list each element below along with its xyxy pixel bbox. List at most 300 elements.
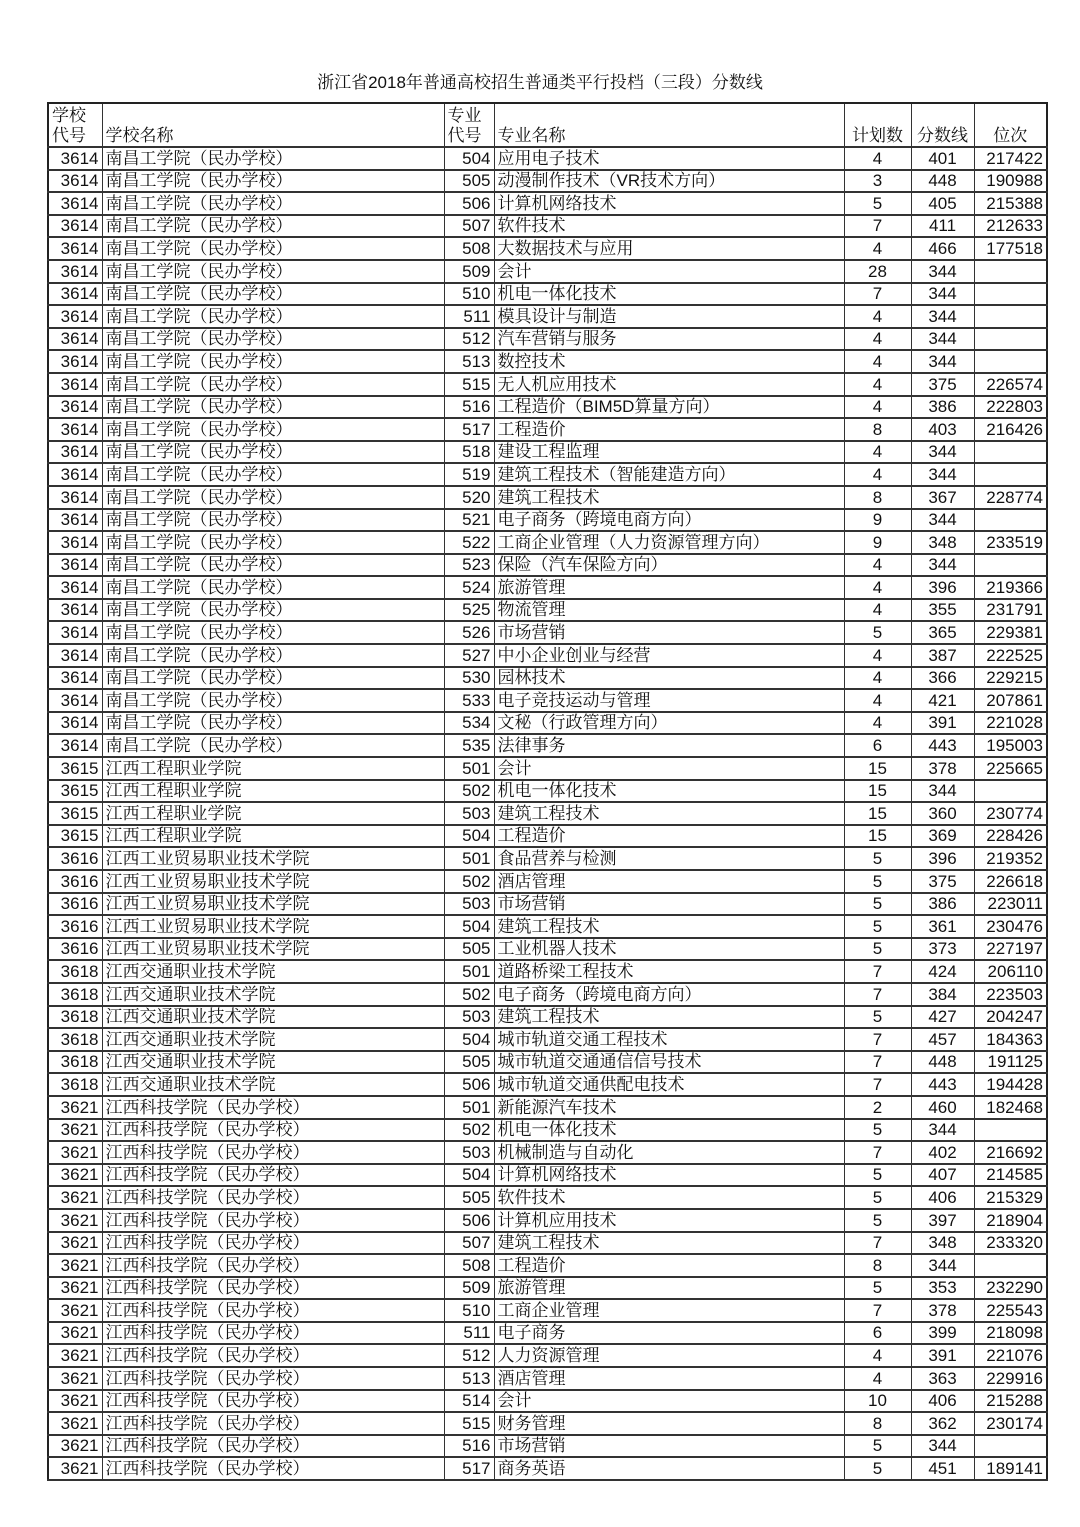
school-code-cell: 3621 xyxy=(48,1232,102,1255)
school-code-cell: 3621 xyxy=(48,1254,102,1277)
table-row xyxy=(48,825,1047,848)
school-code-cell: 3615 xyxy=(48,825,102,848)
school-name-cell: 南昌工学院（民办学校） xyxy=(102,283,444,306)
table-row xyxy=(48,237,1047,260)
major-name-cell: 建筑工程技术（智能建造方向） xyxy=(494,463,844,486)
rank-cell: 219352 xyxy=(974,847,1047,870)
table-row xyxy=(48,509,1047,532)
school-code-cell: 3614 xyxy=(48,441,102,464)
school-code-cell: 3616 xyxy=(48,938,102,961)
score-line-cell: 378 xyxy=(911,757,974,780)
plan-count-cell: 3 xyxy=(844,170,911,193)
school-name-cell: 江西工程职业学院 xyxy=(102,780,444,803)
header-school-name: 学校名称 xyxy=(102,103,444,147)
plan-count-cell: 5 xyxy=(844,915,911,938)
major-code-cell: 513 xyxy=(444,1367,494,1390)
rank-cell: 195003 xyxy=(974,734,1047,757)
rank-cell: 204247 xyxy=(974,1006,1047,1029)
table-row xyxy=(48,734,1047,757)
table-row xyxy=(48,1254,1047,1277)
plan-count-cell: 7 xyxy=(844,215,911,238)
table-row xyxy=(48,1209,1047,1232)
plan-count-cell: 4 xyxy=(844,305,911,328)
school-code-cell: 3614 xyxy=(48,599,102,622)
school-code-cell: 3621 xyxy=(48,1141,102,1164)
major-code-cell: 508 xyxy=(444,1254,494,1277)
rank-cell: 215288 xyxy=(974,1390,1047,1413)
major-code-cell: 527 xyxy=(444,644,494,667)
table-row xyxy=(48,260,1047,283)
rank-cell xyxy=(974,441,1047,464)
plan-count-cell: 8 xyxy=(844,486,911,509)
score-line-cell: 397 xyxy=(911,1209,974,1232)
plan-count-cell: 5 xyxy=(844,192,911,215)
header-major-code-line2: 代号 xyxy=(447,126,482,145)
score-line-cell: 378 xyxy=(911,1299,974,1322)
score-line-cell: 362 xyxy=(911,1412,974,1435)
school-name-cell: 江西交通职业技术学院 xyxy=(102,1073,444,1096)
table-row xyxy=(48,780,1047,803)
school-code-cell: 3616 xyxy=(48,915,102,938)
score-line-cell: 344 xyxy=(911,350,974,373)
plan-count-cell: 7 xyxy=(844,1073,911,1096)
major-name-cell: 软件技术 xyxy=(494,1186,844,1209)
plan-count-cell: 5 xyxy=(844,1457,911,1480)
school-code-cell: 3614 xyxy=(48,734,102,757)
score-line-cell: 366 xyxy=(911,667,974,690)
school-name-cell: 江西科技学院（民办学校） xyxy=(102,1232,444,1255)
major-code-cell: 524 xyxy=(444,576,494,599)
rank-cell: 225665 xyxy=(974,757,1047,780)
header-major-name: 专业名称 xyxy=(494,103,844,147)
rank-cell: 232290 xyxy=(974,1277,1047,1300)
major-code-cell: 509 xyxy=(444,1277,494,1300)
table-row xyxy=(48,1322,1047,1345)
score-line-cell: 344 xyxy=(911,463,974,486)
major-code-cell: 516 xyxy=(444,1435,494,1458)
plan-count-cell: 7 xyxy=(844,1232,911,1255)
major-code-cell: 517 xyxy=(444,418,494,441)
table-row xyxy=(48,283,1047,306)
plan-count-cell: 8 xyxy=(844,1254,911,1277)
school-name-cell: 南昌工学院（民办学校） xyxy=(102,554,444,577)
major-name-cell: 动漫制作技术（VR技术方向） xyxy=(494,170,844,193)
rank-cell: 194428 xyxy=(974,1073,1047,1096)
score-line-cell: 448 xyxy=(911,1051,974,1074)
plan-count-cell: 15 xyxy=(844,802,911,825)
score-line-cell: 402 xyxy=(911,1141,974,1164)
plan-count-cell: 2 xyxy=(844,1096,911,1119)
major-code-cell: 515 xyxy=(444,373,494,396)
rank-cell xyxy=(974,463,1047,486)
plan-count-cell: 4 xyxy=(844,689,911,712)
score-line-cell: 367 xyxy=(911,486,974,509)
school-name-cell: 南昌工学院（民办学校） xyxy=(102,418,444,441)
major-name-cell: 无人机应用技术 xyxy=(494,373,844,396)
school-code-cell: 3614 xyxy=(48,147,102,170)
table-row xyxy=(48,915,1047,938)
school-name-cell: 南昌工学院（民办学校） xyxy=(102,373,444,396)
table-row xyxy=(48,960,1047,983)
school-code-cell: 3621 xyxy=(48,1435,102,1458)
table-row xyxy=(48,621,1047,644)
header-rank: 位次 xyxy=(974,103,1047,147)
table-row xyxy=(48,441,1047,464)
table-row xyxy=(48,847,1047,870)
school-name-cell: 南昌工学院（民办学校） xyxy=(102,463,444,486)
score-line-cell: 407 xyxy=(911,1164,974,1187)
school-code-cell: 3614 xyxy=(48,237,102,260)
school-name-cell: 南昌工学院（民办学校） xyxy=(102,689,444,712)
school-name-cell: 南昌工学院（民办学校） xyxy=(102,531,444,554)
score-line-cell: 373 xyxy=(911,938,974,961)
table-row xyxy=(48,373,1047,396)
school-name-cell: 江西工业贸易职业技术学院 xyxy=(102,938,444,961)
plan-count-cell: 9 xyxy=(844,531,911,554)
table-row xyxy=(48,1299,1047,1322)
major-code-cell: 503 xyxy=(444,1006,494,1029)
score-line-cell: 403 xyxy=(911,418,974,441)
plan-count-cell: 5 xyxy=(844,870,911,893)
school-name-cell: 江西科技学院（民办学校） xyxy=(102,1344,444,1367)
table-row xyxy=(48,1006,1047,1029)
rank-cell: 216692 xyxy=(974,1141,1047,1164)
plan-count-cell: 4 xyxy=(844,328,911,351)
major-code-cell: 509 xyxy=(444,260,494,283)
major-name-cell: 食品营养与检测 xyxy=(494,847,844,870)
plan-count-cell: 6 xyxy=(844,734,911,757)
school-code-cell: 3621 xyxy=(48,1277,102,1300)
rank-cell: 231791 xyxy=(974,599,1047,622)
plan-count-cell: 10 xyxy=(844,1390,911,1413)
major-name-cell: 机电一体化技术 xyxy=(494,283,844,306)
school-code-cell: 3614 xyxy=(48,667,102,690)
school-code-cell: 3618 xyxy=(48,1006,102,1029)
major-name-cell: 会计 xyxy=(494,260,844,283)
major-name-cell: 城市轨道交通供配电技术 xyxy=(494,1073,844,1096)
major-name-cell: 城市轨道交通通信信号技术 xyxy=(494,1051,844,1074)
score-line-cell: 348 xyxy=(911,1232,974,1255)
school-code-cell: 3614 xyxy=(48,396,102,419)
plan-count-cell: 4 xyxy=(844,599,911,622)
major-code-cell: 502 xyxy=(444,780,494,803)
score-line-cell: 424 xyxy=(911,960,974,983)
major-name-cell: 新能源汽车技术 xyxy=(494,1096,844,1119)
school-name-cell: 江西交通职业技术学院 xyxy=(102,960,444,983)
major-code-cell: 501 xyxy=(444,847,494,870)
rank-cell xyxy=(974,1435,1047,1458)
school-name-cell: 江西科技学院（民办学校） xyxy=(102,1209,444,1232)
school-name-cell: 江西交通职业技术学院 xyxy=(102,1006,444,1029)
rank-cell: 217422 xyxy=(974,147,1047,170)
rank-cell: 189141 xyxy=(974,1457,1047,1480)
score-line-cell: 386 xyxy=(911,893,974,916)
school-name-cell: 江西科技学院（民办学校） xyxy=(102,1119,444,1142)
table-row xyxy=(48,983,1047,1006)
table-row xyxy=(48,463,1047,486)
school-code-cell: 3614 xyxy=(48,305,102,328)
table-row xyxy=(48,1412,1047,1435)
school-code-cell: 3614 xyxy=(48,418,102,441)
score-line-cell: 361 xyxy=(911,915,974,938)
plan-count-cell: 4 xyxy=(844,576,911,599)
major-name-cell: 工程造价 xyxy=(494,418,844,441)
score-line-cell: 406 xyxy=(911,1390,974,1413)
plan-count-cell: 8 xyxy=(844,1412,911,1435)
rank-cell: 233320 xyxy=(974,1232,1047,1255)
school-code-cell: 3621 xyxy=(48,1390,102,1413)
rank-cell: 216426 xyxy=(974,418,1047,441)
major-code-cell: 506 xyxy=(444,192,494,215)
rank-cell: 206110 xyxy=(974,960,1047,983)
school-code-cell: 3621 xyxy=(48,1412,102,1435)
plan-count-cell: 5 xyxy=(844,1209,911,1232)
score-line-cell: 353 xyxy=(911,1277,974,1300)
school-code-cell: 3614 xyxy=(48,350,102,373)
school-name-cell: 江西工业贸易职业技术学院 xyxy=(102,870,444,893)
table-row xyxy=(48,1073,1047,1096)
rank-cell: 230476 xyxy=(974,915,1047,938)
score-line-cell: 411 xyxy=(911,215,974,238)
major-code-cell: 515 xyxy=(444,1412,494,1435)
table-row xyxy=(48,1141,1047,1164)
major-code-cell: 507 xyxy=(444,1232,494,1255)
school-code-cell: 3618 xyxy=(48,983,102,1006)
major-code-cell: 511 xyxy=(444,1322,494,1345)
plan-count-cell: 4 xyxy=(844,644,911,667)
rank-cell: 226618 xyxy=(974,870,1047,893)
major-name-cell: 会计 xyxy=(494,757,844,780)
score-line-cell: 466 xyxy=(911,237,974,260)
plan-count-cell: 7 xyxy=(844,960,911,983)
plan-count-cell: 15 xyxy=(844,780,911,803)
major-code-cell: 504 xyxy=(444,825,494,848)
major-code-cell: 501 xyxy=(444,757,494,780)
score-line-cell: 406 xyxy=(911,1186,974,1209)
table-row xyxy=(48,1367,1047,1390)
school-name-cell: 江西工程职业学院 xyxy=(102,757,444,780)
plan-count-cell: 7 xyxy=(844,1141,911,1164)
rank-cell xyxy=(974,305,1047,328)
major-code-cell: 513 xyxy=(444,350,494,373)
score-line-cell: 405 xyxy=(911,192,974,215)
plan-count-cell: 6 xyxy=(844,1322,911,1345)
header-major-code xyxy=(444,103,494,147)
school-code-cell: 3621 xyxy=(48,1299,102,1322)
major-name-cell: 建筑工程技术 xyxy=(494,1006,844,1029)
major-code-cell: 507 xyxy=(444,215,494,238)
school-code-cell: 3615 xyxy=(48,757,102,780)
major-name-cell: 城市轨道交通工程技术 xyxy=(494,1028,844,1051)
major-code-cell: 517 xyxy=(444,1457,494,1480)
table-row xyxy=(48,1435,1047,1458)
school-name-cell: 南昌工学院（民办学校） xyxy=(102,486,444,509)
school-code-cell: 3618 xyxy=(48,1073,102,1096)
table-row xyxy=(48,1232,1047,1255)
major-name-cell: 会计 xyxy=(494,1390,844,1413)
school-name-cell: 南昌工学院（民办学校） xyxy=(102,667,444,690)
major-name-cell: 软件技术 xyxy=(494,215,844,238)
score-line-cell: 421 xyxy=(911,689,974,712)
school-name-cell: 南昌工学院（民办学校） xyxy=(102,712,444,735)
table-row xyxy=(48,1051,1047,1074)
table-row xyxy=(48,486,1047,509)
rank-cell xyxy=(974,260,1047,283)
major-code-cell: 506 xyxy=(444,1073,494,1096)
major-name-cell: 建设工程监理 xyxy=(494,441,844,464)
major-name-cell: 工程造价 xyxy=(494,1254,844,1277)
major-name-cell: 电子竞技运动与管理 xyxy=(494,689,844,712)
school-code-cell: 3614 xyxy=(48,509,102,532)
plan-count-cell: 4 xyxy=(844,350,911,373)
score-line-cell: 369 xyxy=(911,825,974,848)
plan-count-cell: 15 xyxy=(844,757,911,780)
rank-cell xyxy=(974,328,1047,351)
school-code-cell: 3614 xyxy=(48,463,102,486)
school-code-cell: 3621 xyxy=(48,1344,102,1367)
school-name-cell: 江西科技学院（民办学校） xyxy=(102,1164,444,1187)
major-code-cell: 505 xyxy=(444,1051,494,1074)
score-line-cell: 401 xyxy=(911,147,974,170)
major-code-cell: 503 xyxy=(444,893,494,916)
school-code-cell: 3616 xyxy=(48,847,102,870)
major-name-cell: 物流管理 xyxy=(494,599,844,622)
school-name-cell: 江西工程职业学院 xyxy=(102,802,444,825)
score-line-cell: 399 xyxy=(911,1322,974,1345)
score-line-cell: 344 xyxy=(911,509,974,532)
header-school-code-line2: 代号 xyxy=(52,126,86,145)
rank-cell: 223503 xyxy=(974,983,1047,1006)
table-row xyxy=(48,644,1047,667)
plan-count-cell: 5 xyxy=(844,1435,911,1458)
header-major-code-line1: 专业 xyxy=(447,106,482,125)
rank-cell: 230774 xyxy=(974,802,1047,825)
rank-cell: 221076 xyxy=(974,1344,1047,1367)
score-line-cell: 344 xyxy=(911,1254,974,1277)
major-name-cell: 计算机应用技术 xyxy=(494,1209,844,1232)
score-line-cell: 386 xyxy=(911,396,974,419)
major-name-cell: 旅游管理 xyxy=(494,1277,844,1300)
score-line-cell: 344 xyxy=(911,328,974,351)
rank-cell: 223011 xyxy=(974,893,1047,916)
school-code-cell: 3621 xyxy=(48,1119,102,1142)
plan-count-cell: 4 xyxy=(844,554,911,577)
rank-cell xyxy=(974,283,1047,306)
rank-cell: 184363 xyxy=(974,1028,1047,1051)
major-name-cell: 工程造价（BIM5D算量方向） xyxy=(494,396,844,419)
score-table xyxy=(47,102,1048,1481)
table-row xyxy=(48,1096,1047,1119)
rank-cell: 233519 xyxy=(974,531,1047,554)
major-code-cell: 503 xyxy=(444,1141,494,1164)
score-line-cell: 451 xyxy=(911,1457,974,1480)
score-line-cell: 344 xyxy=(911,305,974,328)
header-plan: 计划数 xyxy=(844,103,911,147)
rank-cell xyxy=(974,509,1047,532)
major-code-cell: 514 xyxy=(444,1390,494,1413)
major-code-cell: 504 xyxy=(444,1028,494,1051)
school-name-cell: 江西科技学院（民办学校） xyxy=(102,1457,444,1480)
rank-cell: 177518 xyxy=(974,237,1047,260)
school-name-cell: 南昌工学院（民办学校） xyxy=(102,621,444,644)
school-code-cell: 3621 xyxy=(48,1209,102,1232)
major-name-cell: 电子商务（跨境电商方向） xyxy=(494,509,844,532)
major-name-cell: 建筑工程技术 xyxy=(494,1232,844,1255)
score-line-cell: 387 xyxy=(911,644,974,667)
header-row xyxy=(48,103,1047,147)
table-row xyxy=(48,893,1047,916)
rank-cell xyxy=(974,780,1047,803)
rank-cell: 222525 xyxy=(974,644,1047,667)
school-name-cell: 南昌工学院（民办学校） xyxy=(102,734,444,757)
major-name-cell: 市场营销 xyxy=(494,621,844,644)
major-name-cell: 工程造价 xyxy=(494,825,844,848)
major-name-cell: 机电一体化技术 xyxy=(494,1119,844,1142)
rank-cell: 227197 xyxy=(974,938,1047,961)
major-name-cell: 道路桥梁工程技术 xyxy=(494,960,844,983)
table-row xyxy=(48,1277,1047,1300)
score-line-cell: 375 xyxy=(911,373,974,396)
rank-cell: 229916 xyxy=(974,1367,1047,1390)
score-line-cell: 427 xyxy=(911,1006,974,1029)
school-name-cell: 南昌工学院（民办学校） xyxy=(102,396,444,419)
score-line-cell: 391 xyxy=(911,712,974,735)
major-name-cell: 应用电子技术 xyxy=(494,147,844,170)
score-line-cell: 344 xyxy=(911,1435,974,1458)
table-row xyxy=(48,1119,1047,1142)
major-name-cell: 汽车营销与服务 xyxy=(494,328,844,351)
score-line-cell: 460 xyxy=(911,1096,974,1119)
score-line-cell: 443 xyxy=(911,734,974,757)
table-row xyxy=(48,418,1047,441)
plan-count-cell: 4 xyxy=(844,712,911,735)
score-line-cell: 360 xyxy=(911,802,974,825)
major-code-cell: 533 xyxy=(444,689,494,712)
major-name-cell: 计算机网络技术 xyxy=(494,192,844,215)
school-name-cell: 江西工业贸易职业技术学院 xyxy=(102,847,444,870)
major-code-cell: 530 xyxy=(444,667,494,690)
major-code-cell: 506 xyxy=(444,1209,494,1232)
major-code-cell: 504 xyxy=(444,915,494,938)
table-row xyxy=(48,350,1047,373)
plan-count-cell: 4 xyxy=(844,1367,911,1390)
table-row xyxy=(48,1186,1047,1209)
major-name-cell: 模具设计与制造 xyxy=(494,305,844,328)
rank-cell: 207861 xyxy=(974,689,1047,712)
table-row xyxy=(48,576,1047,599)
plan-count-cell: 5 xyxy=(844,938,911,961)
score-line-cell: 396 xyxy=(911,847,974,870)
major-name-cell: 计算机网络技术 xyxy=(494,1164,844,1187)
plan-count-cell: 5 xyxy=(844,893,911,916)
major-code-cell: 521 xyxy=(444,509,494,532)
table-row xyxy=(48,215,1047,238)
score-line-cell: 365 xyxy=(911,621,974,644)
rank-cell: 230174 xyxy=(974,1412,1047,1435)
school-name-cell: 江西科技学院（民办学校） xyxy=(102,1412,444,1435)
score-line-cell: 391 xyxy=(911,1344,974,1367)
rank-cell xyxy=(974,554,1047,577)
major-code-cell: 512 xyxy=(444,328,494,351)
major-code-cell: 518 xyxy=(444,441,494,464)
school-name-cell: 江西科技学院（民办学校） xyxy=(102,1322,444,1345)
school-name-cell: 江西科技学院（民办学校） xyxy=(102,1254,444,1277)
table-row xyxy=(48,1390,1047,1413)
major-code-cell: 508 xyxy=(444,237,494,260)
major-code-cell: 501 xyxy=(444,1096,494,1119)
plan-count-cell: 5 xyxy=(844,1119,911,1142)
rank-cell: 214585 xyxy=(974,1164,1047,1187)
